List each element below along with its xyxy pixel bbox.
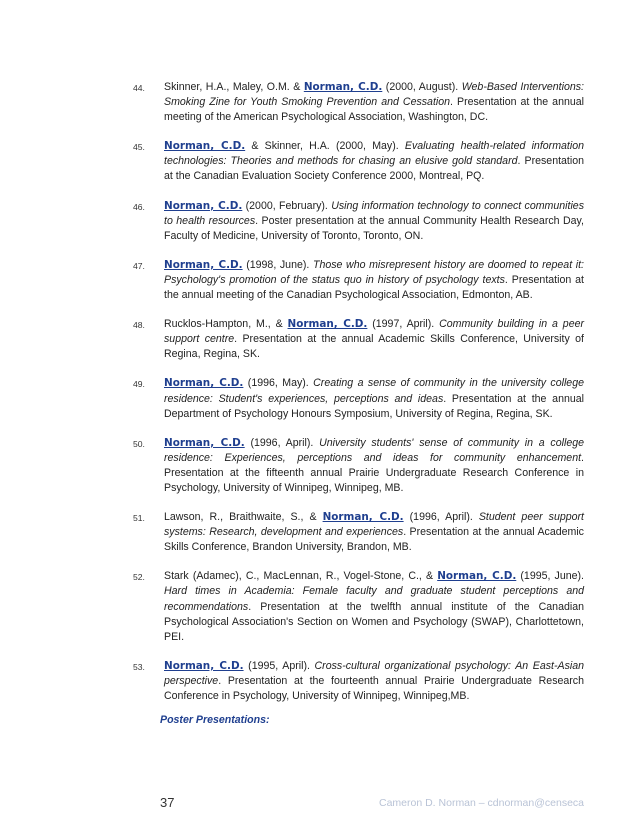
- reference-title: Community building in a peer support centre: [164, 318, 585, 346]
- author-highlight: Norman, C.D.: [164, 436, 245, 449]
- reference-title: Creating a sense of community in the university college residence: Student's experiences, perceptions and ideas: [164, 377, 584, 405]
- author-highlight: Norman, C.D.: [164, 199, 243, 212]
- reference-number: 53.: [133, 661, 145, 672]
- reference-number: 48.: [133, 320, 145, 331]
- author-highlight: Norman, C.D.: [164, 377, 244, 390]
- reference-number: 50.: [133, 438, 145, 449]
- reference-title: University students' sense of community in a college residence: Experiences, perceptions and ideas for community enhancement: [164, 436, 584, 464]
- reference-item: [133, 510, 585, 555]
- reference-list: [133, 80, 585, 704]
- reference-item: [133, 80, 584, 125]
- reference-fragment: (1998, June).: [242, 258, 313, 271]
- reference-fragment: . Poster presentation at the annual Community Health Research Day, Faculty of Medicine, University of Toronto, Toronto, ON.: [164, 214, 584, 242]
- reference-title: Those who misrepresent history are doomed to repeat it: Psychology's promotion of the status quo in history of psychology texts: [164, 258, 585, 286]
- reference-title: Using information technology to connect communities to health resources: [164, 199, 584, 227]
- reference-fragment: . Presentation at the fifteenth annual Prairie Undergraduate Research Conference in Psychology, University of Winnipeg, Winnipeg, MB.: [164, 451, 584, 494]
- reference-text: [164, 510, 584, 555]
- reference-item: [133, 139, 584, 184]
- reference-text: [164, 436, 584, 496]
- author-highlight: Norman, C.D.: [164, 140, 246, 153]
- reference-text: [164, 569, 584, 644]
- reference-fragment: (2000, August).: [382, 81, 462, 93]
- reference-text: [164, 376, 584, 421]
- author-highlight: Norman, C.D.: [164, 258, 243, 271]
- reference-fragment: . Presentation at the annual Department of Psychology Honours Symposium, University of Regina, Regina, SK.: [164, 392, 584, 420]
- reference-title: Student peer support systems: Research, development and experiences: [164, 511, 585, 539]
- reference-fragment: (1995, April).: [243, 659, 315, 672]
- reference-number: 52.: [133, 572, 145, 583]
- reference-fragment: (1996, April).: [403, 511, 479, 524]
- reference-item: [133, 199, 584, 244]
- reference-fragment: Lawson, R., Braithwaite, S., &: [164, 511, 323, 524]
- reference-text: [164, 80, 584, 125]
- author-highlight: Norman, C.D.: [322, 511, 404, 524]
- reference-number: 47.: [133, 260, 145, 271]
- reference-text: [164, 199, 584, 244]
- reference-item: [133, 436, 584, 496]
- author-highlight: Norman, C.D.: [164, 659, 244, 672]
- footer-author-contact: Cameron D. Norman – cdnorman@censeca: [379, 797, 584, 809]
- reference-title: Evaluating health-related information technologies: Theories and methods for chasing an elusive gold standard: [164, 140, 584, 168]
- reference-fragment: Rucklos-Hampton, M., &: [164, 318, 288, 331]
- reference-fragment: (1996, April).: [244, 436, 320, 449]
- reference-text: [164, 139, 584, 184]
- reference-number: 44.: [133, 83, 145, 93]
- reference-item: [133, 317, 585, 362]
- author-highlight: Norman, C.D.: [437, 570, 517, 583]
- reference-fragment: (1996, May).: [243, 377, 314, 390]
- reference-item: [133, 258, 585, 303]
- author-highlight: Norman, C.D.: [287, 318, 368, 331]
- reference-fragment: . Presentation at the annual meeting of the Canadian Psychological Association, Edmonton, AB.: [164, 273, 584, 302]
- reference-title: Web-Based Interventions: Smoking Zine for Youth Smoking Prevention and Cessation: [164, 81, 584, 109]
- reference-fragment: . Presentation at the annual Academic Skills Conference, Brandon University, Brandon, MB.: [164, 526, 584, 554]
- reference-fragment: . Presentation at the Canadian Evaluation Society Conference 2000, Montreal, PQ.: [164, 155, 584, 183]
- reference-text: [164, 258, 584, 303]
- reference-fragment: . Presentation at the annual meeting of the American Psychological Association, Washington, DC.: [164, 96, 584, 124]
- reference-item: [133, 659, 585, 704]
- reference-fragment: . Presentation at the fourteenth annual Prairie Undergraduate Research Conference in Psychology, University of Winnipeg, Winnipeg,MB.: [164, 674, 584, 702]
- reference-fragment: . Presentation at the annual Academic Skills Conference, University of Regina, Regina, SK.: [164, 333, 584, 361]
- reference-title: Hard times in Academia: Female faculty and graduate student perceptions and recommendations: [164, 585, 584, 613]
- reference-number: 45.: [133, 142, 145, 153]
- reference-text: [164, 317, 584, 362]
- reference-number: 51.: [133, 513, 145, 524]
- reference-fragment: Stark (Adamec), C., MacLennan, R., Vogel-Stone, C., &: [164, 570, 438, 583]
- reference-text: [164, 659, 584, 704]
- page-number: 37: [160, 795, 175, 810]
- reference-fragment: Skinner, H.A., Maley, O.M. &: [164, 81, 304, 93]
- author-highlight: Norman, C.D.: [303, 81, 383, 93]
- reference-fragment: & Skinner, H.A. (2000, May).: [245, 140, 405, 153]
- reference-fragment: . Presentation at the twelfth annual institute of the Canadian Psychological Association's Section on Women and Psychology (SWAP), Charlottetown, PEI.: [164, 600, 584, 643]
- section-heading-poster-presentations: Poster Presentations:: [160, 714, 270, 726]
- reference-item: [133, 569, 584, 644]
- reference-item: [133, 376, 584, 421]
- reference-fragment: (1995, June).: [516, 570, 584, 583]
- reference-number: 46.: [133, 201, 145, 212]
- reference-number: 49.: [133, 379, 145, 390]
- reference-fragment: (1997, April).: [367, 318, 440, 331]
- reference-title: Cross-cultural organizational psychology: An East-Asian perspective: [164, 659, 585, 687]
- reference-fragment: (2000, February).: [242, 199, 332, 212]
